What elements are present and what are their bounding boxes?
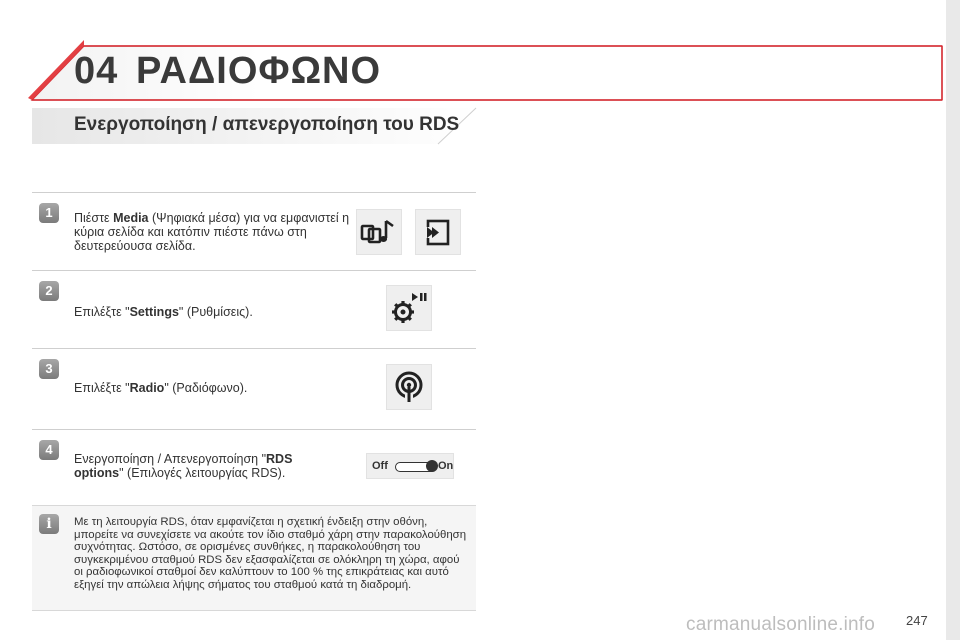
toggle-knob: [426, 460, 438, 472]
toggle-on-label: On: [438, 460, 454, 472]
watermark: carmanualsonline.info: [686, 614, 876, 635]
step-4-text: Ενεργοποίηση / Απενεργοποίηση "RDS options" (Επιλογές λειτουργίας RDS).: [74, 452, 293, 480]
step-2: [32, 270, 476, 348]
info-note: [32, 505, 476, 611]
chapter-title: ΡΑΔΙΟΦΩΝΟ: [136, 50, 382, 92]
rds-options-toggle[interactable]: [366, 453, 454, 479]
step-1-text: Πιέστε Media (Ψηφιακά μέσα) για να εμφανιστεί η κύρια σελίδα και κατόπιν πιέστε πάνω στη δευτερεύουσα σελίδα.: [74, 211, 350, 253]
radio-icon[interactable]: [386, 364, 432, 410]
step-number-badge: 4: [39, 440, 59, 460]
step-3-text: Επιλέξτε "Radio" (Ραδιόφωνο).: [74, 381, 248, 395]
steps-list: [32, 192, 476, 507]
info-icon: i: [39, 514, 59, 534]
step-number-badge: 1: [39, 203, 59, 223]
right-margin-strip: [946, 0, 960, 640]
secondary-page-icon[interactable]: [415, 209, 461, 255]
step-number-badge: 2: [39, 281, 59, 301]
step-2-text: Επιλέξτε "Settings" (Ρυθμίσεις).: [74, 305, 253, 319]
step-3: [32, 348, 476, 429]
media-music-icon[interactable]: [356, 209, 402, 255]
section-title: Ενεργοποίηση / απενεργοποίηση του RDS: [74, 114, 460, 135]
step-1: [32, 192, 476, 270]
settings-gear-icon[interactable]: [386, 285, 432, 331]
step-number-badge: 3: [39, 359, 59, 379]
toggle-off-label: Off: [372, 460, 388, 472]
chapter-number: 04: [74, 50, 119, 92]
page-number: 247: [906, 613, 928, 628]
info-text: Με τη λειτουργία RDS, όταν εμφανίζεται η σχετική ένδειξη στην οθόνη, μπορείτε να συνεχίσετε να ακούτε τον ίδιο σταθμό χάρη στην παρακολούθηση συχνότητας. Ωστόσο, σε ορισμένες συνθήκες, η παρακολούθηση του συγκεκριμένου σταθμού RDS δεν εξασφαλίζεται σε ολόκληρη τη χώρα, αφού οι ραδιοφωνικοί σταθμοί δεν καλύπτουν το 100 % της επικράτειας και αυτό εξηγεί την απώλεια λήψης σήματος του σταθμού κατά τη διαδρομή.: [74, 516, 467, 591]
